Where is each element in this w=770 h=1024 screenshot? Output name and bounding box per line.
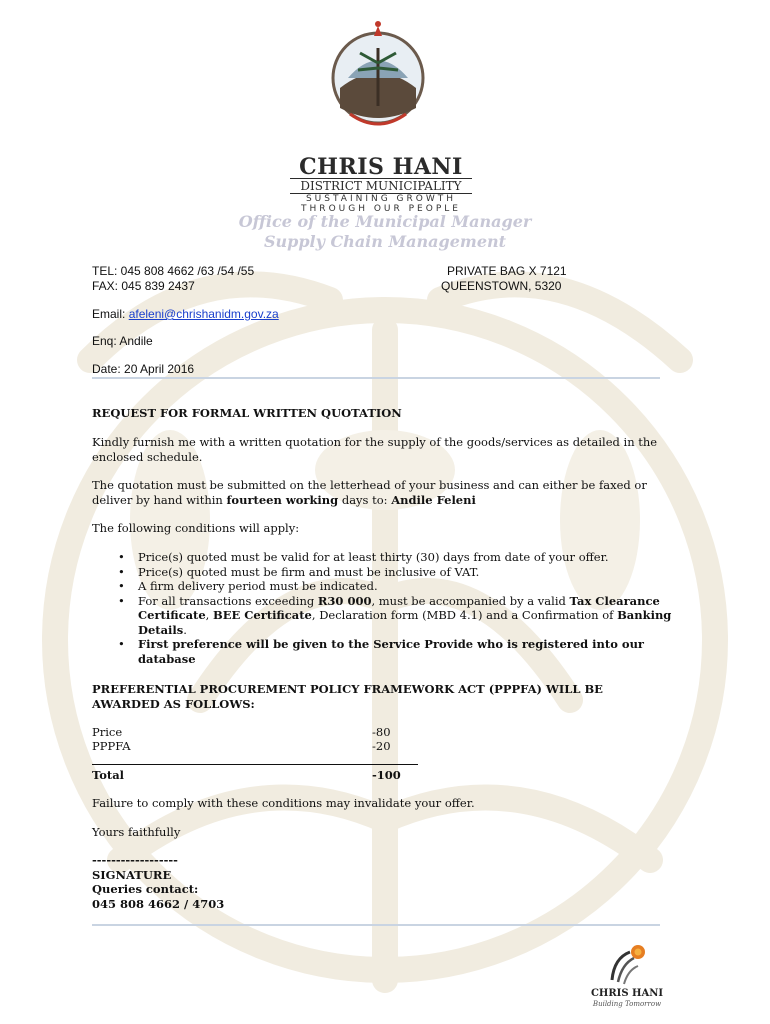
email-line [92, 307, 279, 321]
price-value: -80 [372, 725, 391, 739]
email-label: Email: [92, 307, 129, 321]
failure-notice: Failure to comply with these conditions may invalidate your offer. [92, 796, 475, 810]
bullet4-bee-cert: BEE Certificate [212, 608, 312, 622]
org-subtitle: DISTRICT MUNICIPALITY [290, 178, 472, 194]
fax-line: FAX: 045 839 2437 [92, 279, 195, 293]
pppfa-label: PPPFA [92, 739, 131, 753]
header-divider [92, 377, 660, 379]
p2-text-a: The quotation must be submitted on the letterhead of your business and can either be faxed or deliver by hand within [92, 478, 647, 507]
list-item [118, 637, 678, 666]
org-name: CHRIS HANI [299, 154, 463, 180]
list-item [118, 594, 678, 638]
email-link[interactable]: afeleni@chrishanidm.gov.za [128, 307, 279, 321]
bullet4-text-e: , [205, 608, 213, 622]
bullet5-text: First preference will be given to the Service Provide who is registered into our database [138, 637, 644, 666]
conditions-list [118, 550, 678, 666]
list-item: • Price(s) quoted must be firm and must be inclusive of VAT. [118, 565, 678, 580]
bullet4-amount: R30 000 [317, 593, 372, 608]
p2-bold-days: fourteen working [226, 492, 339, 507]
paragraph-intro: Kindly furnish me with a written quotation for the supply of the goods/services as detailed in the enclosed schedule. [92, 435, 658, 464]
bullet4-text-i: . [183, 622, 187, 637]
bullet4-text-g: , Declaration form (MBD 4.1) and a Confirmation of [311, 608, 618, 622]
queries-number: 045 808 4662 / 4703 [92, 896, 225, 911]
town-line: QUEENSTOWN, 5320 [441, 279, 562, 293]
footer-tagline: Building Tomorrow [592, 1000, 662, 1008]
signature-label: SIGNATURE [92, 867, 172, 882]
closing: Yours faithfully [92, 825, 181, 839]
pppfa-value: -20 [372, 739, 391, 753]
bullet4-tax-cert: Tax Clearance Certificate [138, 593, 660, 622]
slogan-line-2: THROUGH OUR PEOPLE [301, 204, 461, 214]
queries-label: Queries contact: [92, 882, 199, 896]
bullet4-text-c: , must be accompanied by a valid [371, 593, 570, 608]
private-bag: PRIVATE BAG X 7121 [447, 264, 567, 278]
paragraph-submission [92, 478, 672, 507]
total-divider [92, 764, 418, 765]
office-title: Office of the Municipal Manager [238, 212, 532, 231]
bullet4-text-a: For all transactions exceeding [138, 593, 318, 608]
list-item: • A firm delivery period must be indicated. [118, 579, 678, 594]
document-heading: REQUEST FOR FORMAL WRITTEN QUOTATION [92, 406, 402, 420]
letterhead-logo [290, 18, 480, 214]
office-subtitle: Supply Chain Management [263, 232, 507, 251]
slogan-line-1: SUSTAINING GROWTH [305, 194, 457, 204]
list-item: • Price(s) quoted must be valid for at least thirty (30) days from date of your offer. [118, 550, 678, 565]
tel-line: TEL: 045 808 4662 /63 /54 /55 [92, 264, 255, 278]
date-line: Date: 20 April 2016 [92, 362, 195, 376]
total-value: -100 [372, 768, 401, 782]
total-label: Total [92, 768, 125, 782]
enquiry-line: Enq: Andile [92, 334, 153, 348]
footer-divider [92, 924, 660, 926]
signature-line: ------------------ [92, 853, 178, 867]
footer-org-name: CHRIS HANI [590, 988, 664, 999]
price-label: Price [92, 725, 123, 739]
bullet4-banking: Banking Details [138, 608, 672, 637]
conditions-intro: The following conditions will apply: [92, 521, 300, 535]
pppfa-heading: PREFERENTIAL PROCUREMENT POLICY FRAMEWORK ACT (PPPFA) WILL BE AWARDED AS FOLLOWS: [92, 682, 603, 711]
p2-bold-contact: Andile Feleni [391, 492, 476, 507]
municipal-crest-icon [330, 18, 426, 138]
p2-text-c: days to: [338, 492, 392, 507]
signature-block [92, 853, 224, 911]
